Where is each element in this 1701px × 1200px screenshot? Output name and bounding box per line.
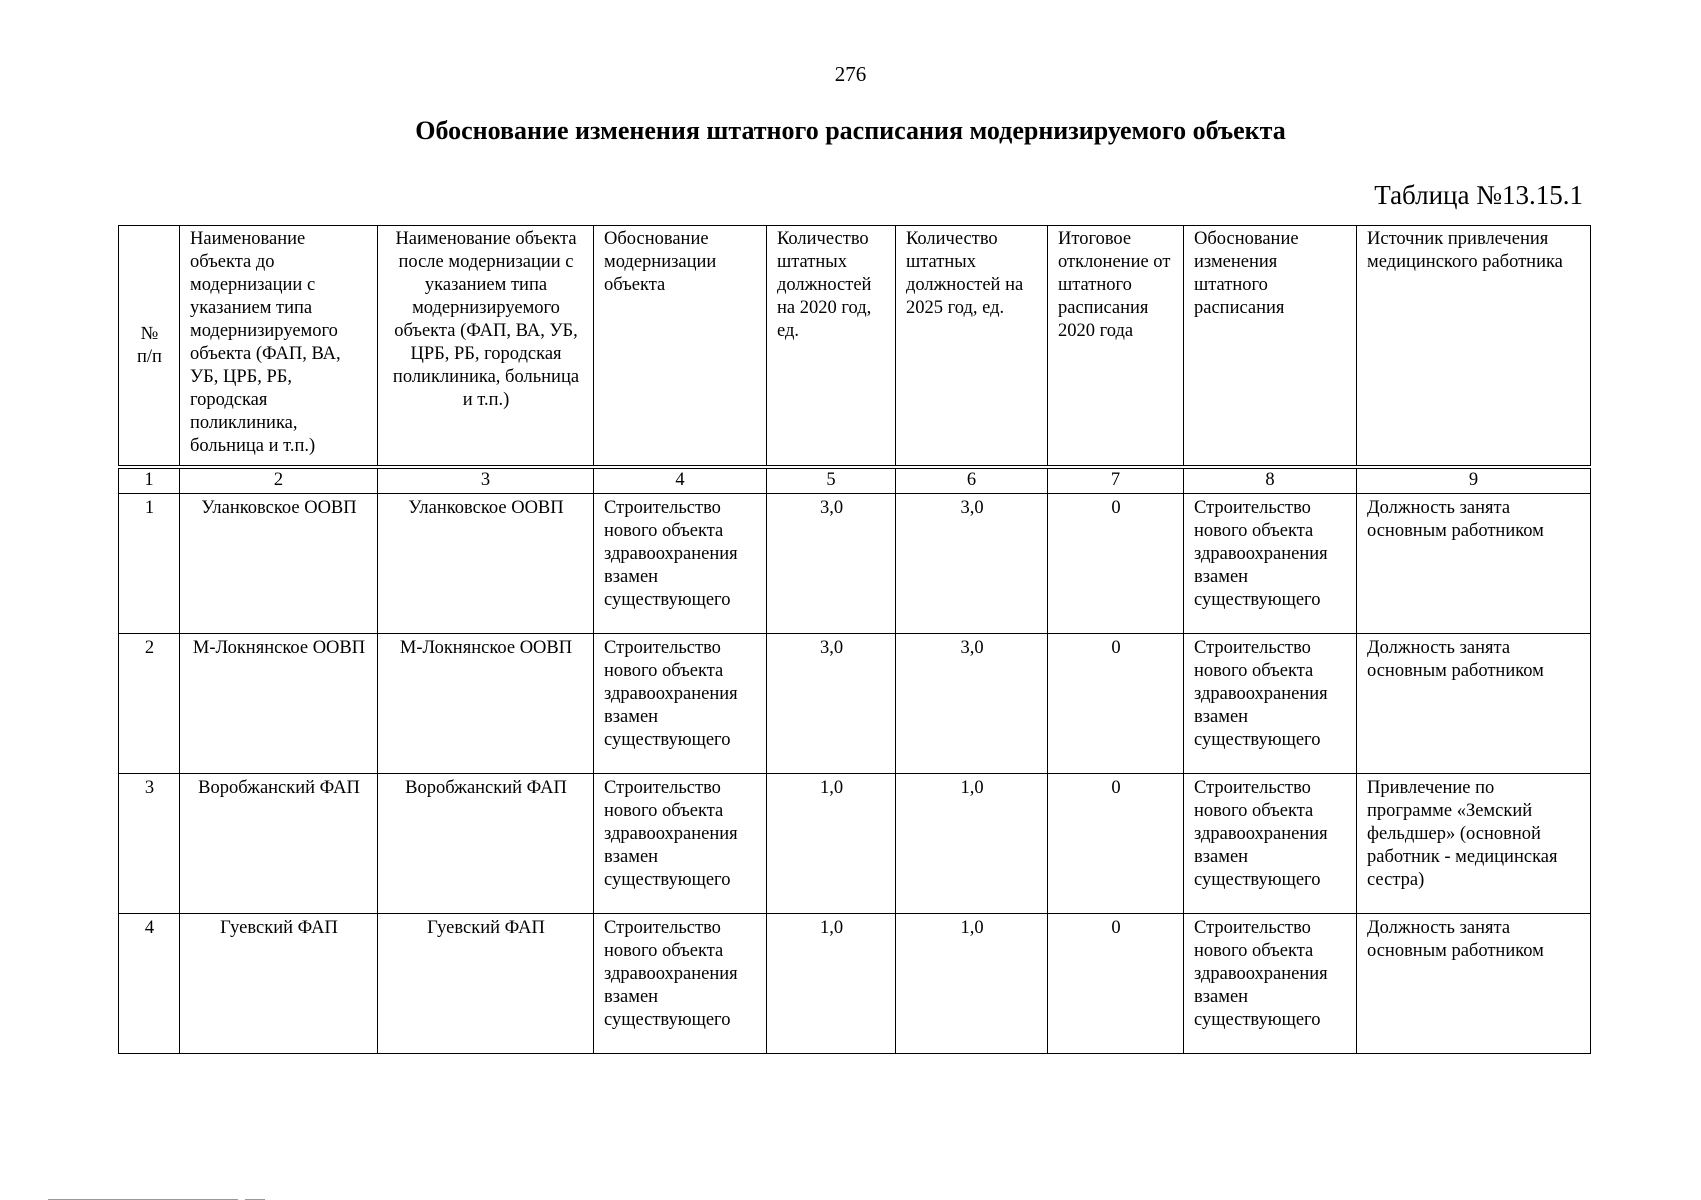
row-number: 4 — [119, 914, 180, 1054]
header-cell-staff-2025: Количество штатных должностей на 2025 год, ед. — [896, 226, 1048, 468]
object-before: Гуевский ФАП — [180, 914, 378, 1054]
table-row — [119, 774, 1591, 914]
column-number: 4 — [594, 467, 767, 494]
table-caption: Таблица №13.15.1 — [1374, 180, 1583, 210]
column-number: 1 — [119, 467, 180, 494]
object-after: Уланковское ООВП — [378, 494, 594, 634]
table-row — [119, 914, 1591, 1054]
header-cell-staff-2020: Количество штатных должностей на 2020 год, ед. — [767, 226, 896, 468]
header-cell-modernization: Обоснование модернизации объекта — [594, 226, 767, 468]
staff-2020: 1,0 — [767, 774, 896, 914]
header-cell-justification: Обоснование изменения штатного расписания — [1184, 226, 1357, 468]
deviation: 0 — [1048, 634, 1184, 774]
object-before: Уланковское ООВП — [180, 494, 378, 634]
column-number: 9 — [1357, 467, 1591, 494]
deviation: 0 — [1048, 774, 1184, 914]
deviation: 0 — [1048, 914, 1184, 1054]
header-cell-source: Источник привлечения медицинского работника — [1357, 226, 1591, 468]
staffing-table — [118, 225, 1591, 1054]
row-number: 1 — [119, 494, 180, 634]
header-row — [119, 226, 1591, 468]
header-cell-after: Наименование объекта после модернизации с указанием типа модернизируемого объекта (ФАП, ВА, УБ, ЦРБ, РБ, городская поликлиника, больница и т.п.) — [378, 226, 594, 468]
modernization-reason: Строительство нового объекта здравоохранения взамен существующего — [594, 774, 767, 914]
staff-2025: 3,0 — [896, 494, 1048, 634]
header-cell-number — [119, 226, 180, 468]
worker-source: Должность занята основным работником — [1357, 914, 1591, 1054]
page-number: 276 — [834, 62, 867, 86]
document-title: Обоснование изменения штатного расписания модернизируемого объекта — [415, 116, 1286, 145]
staff-2020: 1,0 — [767, 914, 896, 1054]
column-number: 6 — [896, 467, 1048, 494]
object-before: Воробжанский ФАП — [180, 774, 378, 914]
column-number: 3 — [378, 467, 594, 494]
row-number: 2 — [119, 634, 180, 774]
column-number: 5 — [767, 467, 896, 494]
table-row — [119, 494, 1591, 634]
staffing-justification: Строительство нового объекта здравоохранения взамен существующего — [1184, 494, 1357, 634]
object-before: М-Локнянское ООВП — [180, 634, 378, 774]
object-after: Воробжанский ФАП — [378, 774, 594, 914]
header-number-label: № п/п — [137, 324, 162, 367]
modernization-reason: Строительство нового объекта здравоохранения взамен существующего — [594, 914, 767, 1054]
staffing-justification: Строительство нового объекта здравоохранения взамен существующего — [1184, 914, 1357, 1054]
staff-2025: 1,0 — [896, 774, 1048, 914]
row-number: 3 — [119, 774, 180, 914]
column-number: 8 — [1184, 467, 1357, 494]
header-cell-deviation: Итоговое отклонение от штатного расписания 2020 года — [1048, 226, 1184, 468]
staff-2020: 3,0 — [767, 494, 896, 634]
worker-source: Должность занята основным работником — [1357, 634, 1591, 774]
modernization-reason: Строительство нового объекта здравоохранения взамен существующего — [594, 494, 767, 634]
column-number: 2 — [180, 467, 378, 494]
staff-2020: 3,0 — [767, 634, 896, 774]
worker-source: Привлечение по программе «Земский фельдшер» (основной работник - медицинская сестра) — [1357, 774, 1591, 914]
staff-2025: 3,0 — [896, 634, 1048, 774]
object-after: Гуевский ФАП — [378, 914, 594, 1054]
header-cell-before: Наименование объекта до модернизации с указанием типа модернизируемого объекта (ФАП, ВА, УБ, ЦРБ, РБ, городская поликлиника, больница и т.п.) — [180, 226, 378, 468]
worker-source: Должность занята основным работником — [1357, 494, 1591, 634]
object-after: М-Локнянское ООВП — [378, 634, 594, 774]
modernization-reason: Строительство нового объекта здравоохранения взамен существующего — [594, 634, 767, 774]
staffing-justification: Строительство нового объекта здравоохранения взамен существующего — [1184, 634, 1357, 774]
column-number-row — [119, 467, 1591, 494]
table-row — [119, 634, 1591, 774]
staffing-justification: Строительство нового объекта здравоохранения взамен существующего — [1184, 774, 1357, 914]
staff-2025: 1,0 — [896, 914, 1048, 1054]
column-number: 7 — [1048, 467, 1184, 494]
deviation: 0 — [1048, 494, 1184, 634]
